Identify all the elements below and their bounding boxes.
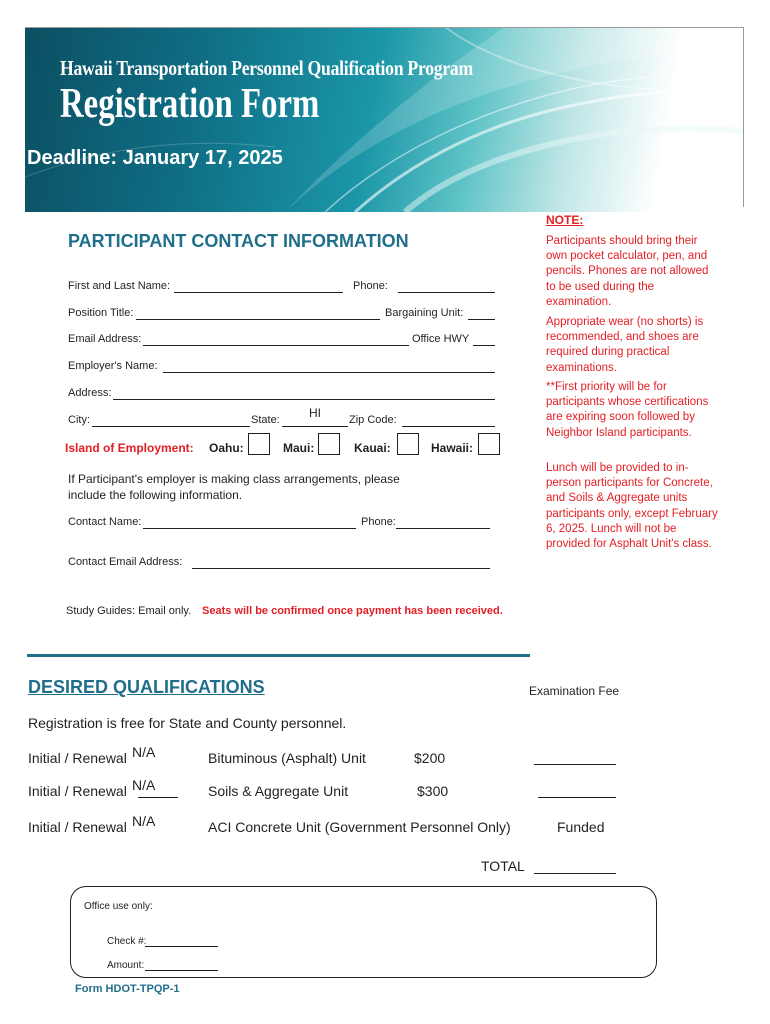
zip-field[interactable]	[402, 426, 495, 427]
qual-type-label: Initial / Renewal	[28, 750, 127, 766]
contact-email-field[interactable]	[192, 568, 490, 569]
qual-type-line	[138, 797, 178, 798]
bargaining-unit-label: Bargaining Unit:	[385, 307, 464, 319]
qual-unit-price: $200	[414, 750, 446, 766]
seats-confirmed-text: Seats will be confirmed once payment has been received.	[202, 605, 503, 617]
contact-name-label: Contact Name:	[68, 516, 142, 528]
contact-email-label: Contact Email Address:	[68, 556, 183, 568]
exam-fee-header: Examination Fee	[529, 684, 620, 698]
qualifications-section-title: DESIRED QUALIFICATIONS	[28, 677, 265, 697]
contact-name-field[interactable]	[143, 528, 356, 529]
study-guides-text: Study Guides: Email only.	[66, 605, 192, 617]
qual-type-value[interactable]: N/A	[132, 744, 156, 760]
office-hwy-label: Office HWY	[412, 333, 470, 345]
position-label: Position Title:	[68, 307, 134, 319]
note-title: NOTE:	[546, 213, 584, 227]
contact-section-title: PARTICIPANT CONTACT INFORMATION	[68, 231, 409, 251]
state-label: State:	[251, 414, 280, 426]
note-paragraph: Participants should bring their own pocket calculator, pen, and pencils. Phones are not allowed to be used during the examination.	[546, 235, 709, 308]
qual-type-label: Initial / Renewal	[28, 783, 127, 799]
amount-field[interactable]	[145, 970, 218, 971]
address-label: Address:	[68, 387, 112, 399]
total-label: TOTAL	[481, 858, 525, 874]
qual-unit-name: ACI Concrete Unit (Government Personnel Only)	[208, 819, 511, 835]
qual-fee-value: Funded	[557, 819, 605, 835]
page-border-top	[25, 27, 744, 28]
oahu-checkbox[interactable]	[248, 433, 270, 455]
check-field[interactable]	[145, 946, 218, 947]
address-field[interactable]	[113, 399, 495, 400]
employer-label: Employer's Name:	[68, 360, 158, 372]
qual-type-value[interactable]: N/A	[132, 813, 156, 829]
note-paragraph: **First priority will be for participants whose certifications are expiring soon followed by Neighbor Island participants.	[546, 381, 709, 439]
state-field[interactable]	[282, 426, 348, 427]
office-use-box	[70, 886, 657, 978]
email-field[interactable]	[143, 345, 409, 346]
qual-unit-price: $300	[417, 783, 449, 799]
qual-type-label: Initial / Renewal	[28, 819, 127, 835]
employer-field[interactable]	[163, 372, 495, 373]
total-field[interactable]	[534, 873, 616, 874]
office-hwy-field[interactable]	[473, 345, 495, 346]
island-kauai-label: Kauai:	[354, 441, 391, 455]
deadline: Deadline: January 17, 2025	[27, 147, 283, 169]
phone-field[interactable]	[398, 292, 495, 293]
program-name: Hawaii Transportation Personnel Qualification Program	[60, 56, 473, 80]
island-maui-label: Maui:	[283, 441, 315, 455]
email-label: Email Address:	[68, 333, 142, 345]
arrangement-text: include the following information.	[68, 488, 243, 502]
arrangement-text: If Participant's employer is making class arrangements, please	[68, 472, 400, 486]
zip-label: Zip Code:	[349, 414, 397, 426]
qual-type-value[interactable]: N/A	[132, 777, 156, 793]
maui-checkbox[interactable]	[318, 433, 340, 455]
fee-field[interactable]	[538, 797, 616, 798]
bargaining-unit-field[interactable]	[468, 319, 495, 320]
name-field[interactable]	[174, 292, 343, 293]
form-id: Form HDOT-TPQP-1	[75, 983, 180, 995]
kauai-checkbox[interactable]	[397, 433, 419, 455]
office-use-title: Office use only:	[84, 901, 153, 912]
qual-unit-name: Bituminous (Asphalt) Unit	[208, 750, 366, 766]
contact-phone-field[interactable]	[396, 528, 490, 529]
section-divider	[27, 654, 530, 657]
fee-field[interactable]	[534, 764, 616, 765]
free-note: Registration is free for State and County personnel.	[28, 715, 347, 731]
form-title: Registration Form	[60, 81, 320, 127]
island-oahu-label: Oahu:	[209, 441, 244, 455]
contact-phone-label: Phone:	[361, 516, 396, 528]
state-value: HI	[309, 406, 321, 420]
island-hawaii-label: Hawaii:	[431, 441, 474, 455]
city-field[interactable]	[92, 426, 250, 427]
note-paragraph: Lunch will be provided to in-person participants for Concrete, and Soils & Aggregate units participants only, except February 6, 2025. Lunch will not be provided for Asphalt Unit's class.	[546, 462, 718, 551]
hawaii-checkbox[interactable]	[478, 433, 500, 455]
position-field[interactable]	[136, 319, 380, 320]
note-paragraph: Appropriate wear (no shorts) is recommended, and shoes are required during practical examinations.	[546, 316, 704, 374]
city-label: City:	[68, 414, 90, 426]
check-label: Check #:	[107, 936, 147, 947]
island-label: Island of Employment:	[65, 441, 194, 455]
amount-label: Amount:	[107, 960, 145, 971]
page-border-right	[743, 27, 744, 207]
phone-label: Phone:	[353, 280, 388, 292]
qual-unit-name: Soils & Aggregate Unit	[208, 783, 349, 799]
name-label: First and Last Name:	[68, 280, 171, 292]
